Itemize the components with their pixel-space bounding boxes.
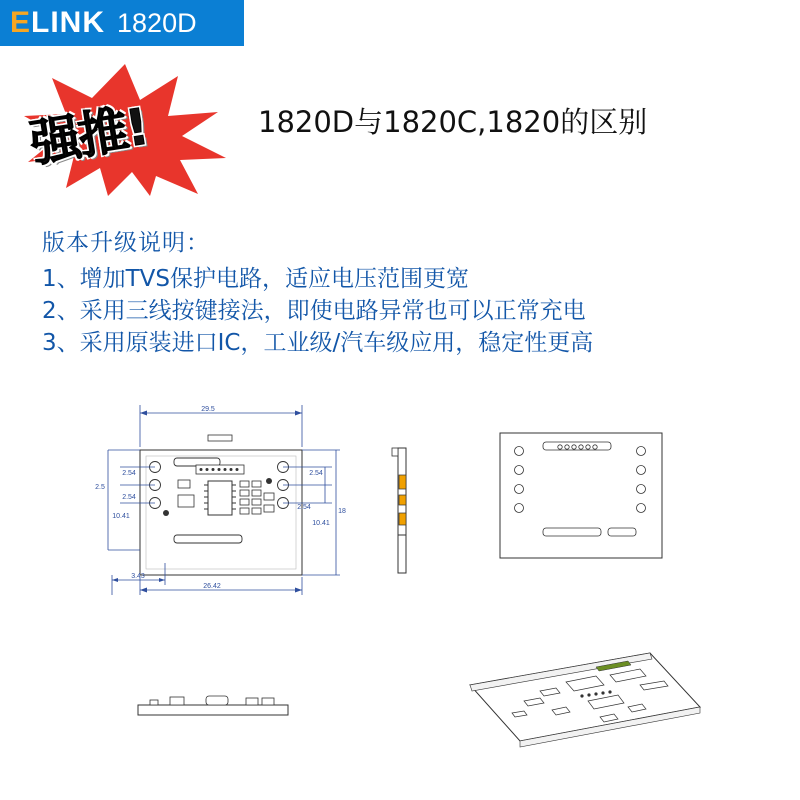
dim-top-width: 29.5	[201, 406, 215, 413]
note-item-3: 3、采用原装进口IC，工业级/汽车级应用，稳定性更高	[42, 329, 594, 356]
brand-header	[0, 0, 244, 46]
notes-heading: 版本升级说明：	[42, 230, 210, 256]
dim-left-pitch-bottom: 2.54	[122, 494, 136, 501]
dim-right-height: 18	[338, 508, 346, 515]
side-view-right	[392, 448, 406, 573]
note-item-2: 2、采用三线按键接法，即使电路异常也可以正常充电	[42, 297, 586, 324]
upgrade-notes	[42, 224, 762, 360]
logo-letters-link: LINK	[31, 6, 106, 39]
dim-right-pitch-top: 2.54	[309, 470, 323, 477]
technical-drawing	[0, 385, 800, 800]
elink-logo	[10, 8, 105, 38]
dim-left-offset: 10.41	[112, 513, 130, 520]
dim-bottom-width: 26.42	[203, 583, 221, 590]
isometric-view	[470, 653, 700, 747]
dim-right-offset: 10.41	[312, 520, 330, 527]
promo-badge	[22, 62, 228, 198]
dim-right-pitch-bottom: 2.54	[297, 504, 311, 511]
promo-badge-text: 强推!	[26, 97, 152, 174]
bottom-view	[500, 433, 662, 558]
logo-letter-e: E	[10, 6, 32, 39]
edge-view	[138, 696, 288, 715]
model-number: 1820D	[117, 7, 197, 38]
note-item-1: 1、增加TVS保护电路，适应电压范围更宽	[42, 266, 470, 292]
top-view	[140, 435, 302, 575]
dim-bottom-left-offset: 3.43	[131, 573, 145, 580]
dim-left-small: 2.5	[95, 484, 105, 491]
page-title: 1820D与1820C,1820的区别	[258, 105, 648, 139]
dim-left-pitch-top: 2.54	[122, 470, 136, 477]
